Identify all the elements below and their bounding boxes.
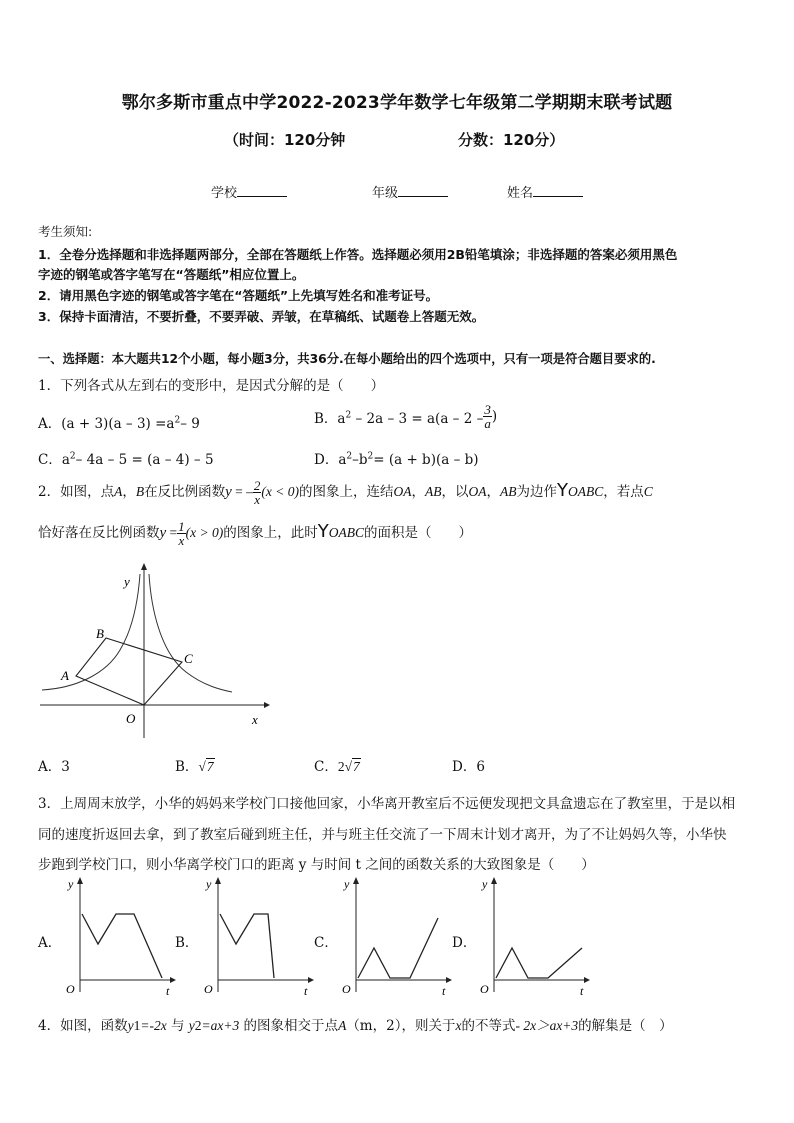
q3-stem-line1: 3．上周周末放学，小华的妈妈来学校门口接他回家，小华离开教室后不远便发现把文具盒遗忘在了教室里，于是以相 (38, 796, 736, 812)
q4-text: 的不等式 (461, 1018, 516, 1034)
q1-b-num: 3 (484, 402, 491, 417)
q2-f1-num: 2 (253, 478, 261, 493)
q4-eq2: =ax+3 (201, 1018, 240, 1033)
q3-graph-c[interactable] (338, 874, 453, 998)
q4-coord: （m，2） (346, 1018, 402, 1034)
q1-b-end: ) (491, 408, 498, 425)
q2-option-d[interactable]: D．6 (452, 759, 485, 775)
q2-text: ， (122, 484, 136, 500)
q4-text: ，则关于 (401, 1018, 456, 1034)
t-axis-arrow-icon (170, 977, 176, 983)
school-blank[interactable] (237, 185, 287, 197)
q1-b-sup: 2 (345, 410, 352, 420)
q1-a-end: – 9 (180, 416, 200, 432)
t-axis-arrow-icon (584, 977, 590, 983)
q2-ab: AB (499, 484, 517, 499)
q1-c-sup: 2 (69, 451, 76, 462)
q2-text: 在反比例函数 (144, 484, 226, 500)
q2-option-b[interactable] (175, 755, 215, 775)
q3-stem-line2: 同的速度折返回去拿，到了教室后碰到班主任，并与班主任交流了一下周末计划才离开，为了不让妈妈久等，小华快 (38, 827, 727, 843)
grade-label: 年级 (372, 186, 399, 201)
notice-heading: 考生须知: (38, 224, 93, 239)
q3-stem-line3: 步跑到学校门口，则小华离学校门口的距离 y 与时间 t 之间的函数关系的大致图象是（ ） (38, 857, 595, 873)
q1-d-mid: –b (352, 452, 368, 468)
q1-c-pre: C．a (38, 452, 70, 468)
hyperbola-right (149, 574, 232, 692)
fig-label-b: B (96, 626, 104, 641)
q2-ab: AB (424, 484, 442, 499)
graph-line (496, 948, 582, 978)
q2-option-a[interactable]: A．3 (38, 759, 70, 775)
q4-text: 与 (166, 1018, 189, 1034)
axis-label-y: y (344, 877, 350, 891)
notice-item-1: 1．全卷分选择题和非选择题两部分，全部在答题纸上作答。选择题必须用2B铅笔填涂；非选择题的答案必须用黑色 (38, 247, 678, 262)
q4-stem (38, 1014, 673, 1034)
q2-point-c: C (643, 484, 653, 499)
fig-label-y: y (124, 574, 130, 589)
q4-inequality: - 2x＞ax+3 (515, 1018, 579, 1033)
grade-field[interactable] (372, 182, 448, 201)
q2-oa: OA (468, 484, 487, 499)
q2-c-label: C． (314, 759, 338, 775)
q1-b-den: a (484, 416, 491, 431)
parallelogram-icon: Y (317, 521, 329, 542)
q2-text: ，以 (441, 484, 469, 500)
q2-text: 的图象上，连结 (298, 484, 394, 500)
hyperbola-left (42, 574, 140, 690)
q1-stem: 1．下列各式从左到右的变形中，是因式分解的是（ ） (38, 378, 385, 394)
axis-label-o: O (204, 982, 213, 996)
notice-item-3: 3．保持卡面清洁，不要折叠，不要弄破、弄皱，在草稿纸、试题卷上答题无效。 (38, 309, 485, 324)
q2-text: 的面积是（ ） (364, 525, 473, 541)
sqrt-icon: √7 (198, 759, 214, 774)
t-axis-arrow-icon (308, 977, 314, 983)
section-heading: 一、选择题：本大题共12个小题，每小题3分，共36分.在每小题给出的四个选项中，只有一项是符合题目要求的. (38, 352, 656, 366)
axis-label-y: y (482, 877, 488, 891)
name-field[interactable] (507, 182, 583, 201)
axis-label-y: y (68, 877, 74, 891)
q1-c-end: – 4a – 5 = (a – 4) – 5 (75, 452, 214, 468)
q2-text: 2．如图，点 (38, 484, 115, 500)
q2-fraction-2 (177, 520, 186, 547)
notice-item-2: 2．请用黑色字迹的钢笔或答字笔在“答题纸”上先填写姓名和准考证号。 (38, 288, 439, 303)
axis-label-o: O (480, 982, 489, 996)
q4-y2: y (188, 1018, 195, 1033)
q1-option-b[interactable] (314, 403, 497, 430)
q2-text: ， (486, 484, 500, 500)
name-blank[interactable] (533, 185, 583, 197)
q2-text: 恰好落在反比例函数 (38, 525, 160, 541)
exam-time: （时间：120分钟 (224, 131, 346, 149)
q1-a-sup: 2 (174, 415, 181, 426)
q2-point-b: B (135, 484, 145, 499)
q2-b-label: B． (175, 759, 199, 775)
q4-text: 4．如图，函数 (38, 1018, 128, 1034)
axis-label-o: O (66, 982, 75, 996)
exam-score: 分数：120分） (458, 131, 565, 149)
q1-option-c[interactable] (38, 448, 214, 468)
q1-b-pre: B．a (314, 410, 346, 427)
y-axis-arrow-icon (353, 877, 359, 884)
notice-item-1-cont: 字迹的钢笔或答字笔写在“答题纸”相应位置上。 (38, 267, 305, 282)
q2-y: y (225, 484, 232, 500)
q2-text: ， (411, 484, 425, 500)
axis-label-t: t (442, 984, 446, 998)
fig-label-a: A (61, 668, 69, 683)
q2-figure (36, 562, 276, 744)
x-axis-arrow-icon (264, 702, 270, 708)
q3-option-c-label[interactable]: C． (314, 935, 338, 951)
parallelogram-icon: Y (556, 480, 568, 501)
q2-y: y (159, 525, 167, 541)
q1-d-sup1: 2 (346, 451, 353, 462)
q2-point-a: A (114, 484, 123, 499)
axis-label-t: t (580, 984, 584, 998)
q4-point-a: A (338, 1018, 347, 1033)
q2-c-rad: 7 (353, 759, 360, 774)
q1-a-text: A．(a + 3)(a – 3) =a (38, 416, 175, 432)
q1-d-sup2: 2 (367, 451, 374, 462)
q2-text: ，若点 (603, 484, 644, 500)
axis-label-y: y (206, 877, 212, 891)
q2-b-rad: 7 (206, 759, 214, 774)
q2-f1-den: x (254, 492, 261, 507)
fig-label-c: C (184, 651, 193, 666)
q3-option-b-label[interactable]: B． (175, 935, 199, 951)
q2-text: 的图象上，此时 (223, 525, 318, 541)
q2-oa: OA (393, 484, 412, 499)
fig-label-o: O (126, 711, 136, 726)
q2-oabc: OABC (328, 525, 365, 540)
q1-option-d[interactable] (314, 448, 479, 468)
q2-text: 为边作 (516, 484, 557, 500)
page-title: 鄂尔多斯市重点中学2022-2023学年数学七年级第二学期期末联考试题 (121, 93, 673, 113)
q2-f2-num: 1 (178, 519, 185, 534)
axis-label-t: t (166, 984, 170, 998)
y-axis-arrow-icon (77, 877, 83, 884)
q3-option-d-label[interactable]: D． (452, 935, 477, 951)
q4-sub2: 2 (194, 1018, 202, 1033)
school-label: 学校 (211, 186, 238, 201)
t-axis-arrow-icon (446, 977, 452, 983)
parallelogram-oabc (76, 638, 182, 705)
school-field[interactable] (211, 182, 287, 201)
axis-label-t: t (304, 984, 308, 998)
q1-b-mid: – 2a – 3 = a(a – 2 – (351, 410, 484, 427)
sqrt-icon: √7 (344, 759, 360, 774)
q2-c-coef: 2 (337, 759, 345, 774)
q4-text: 的图象相交于点 (239, 1018, 339, 1034)
q1-d-pre: D．a (314, 452, 347, 468)
q2-f2-den: x (178, 533, 185, 548)
q2-oabc: OABC (567, 484, 604, 499)
graph-line (220, 914, 274, 978)
q2-cond-1: (x < 0) (261, 484, 299, 499)
y-axis-arrow-icon (141, 563, 147, 570)
name-label: 姓名 (507, 186, 534, 201)
q1-b-fraction (483, 403, 492, 430)
y-axis-arrow-icon (491, 877, 497, 884)
q3-graph-a[interactable] (62, 874, 177, 998)
q2-eq: = (166, 525, 178, 540)
q3-graph-d[interactable] (476, 874, 591, 998)
q4-y1: y (127, 1018, 134, 1033)
q2-stem-line2 (38, 515, 472, 550)
q2-cond-2: (x > 0) (185, 525, 224, 540)
q2-option-c[interactable] (314, 755, 361, 775)
q2-stem-line1 (38, 474, 653, 509)
q4-x: x (455, 1018, 462, 1033)
fig-label-x: x (252, 712, 258, 727)
grade-blank[interactable] (398, 185, 448, 197)
axis-label-o: O (342, 982, 351, 996)
q2-eq: = – (231, 484, 253, 499)
q4-sub1: 1 (133, 1018, 141, 1033)
q3-graph-b[interactable] (200, 874, 315, 998)
q3-option-a-label[interactable]: A． (38, 935, 62, 951)
q4-text: 的解集是（ ） (578, 1018, 673, 1034)
y-axis-arrow-icon (215, 877, 221, 884)
q1-d-end: = (a + b)(a – b) (373, 452, 479, 468)
q4-eq1: =-2x (140, 1018, 167, 1033)
graph-line (358, 918, 438, 978)
graph-line (82, 914, 162, 978)
q1-option-a[interactable] (38, 412, 200, 432)
